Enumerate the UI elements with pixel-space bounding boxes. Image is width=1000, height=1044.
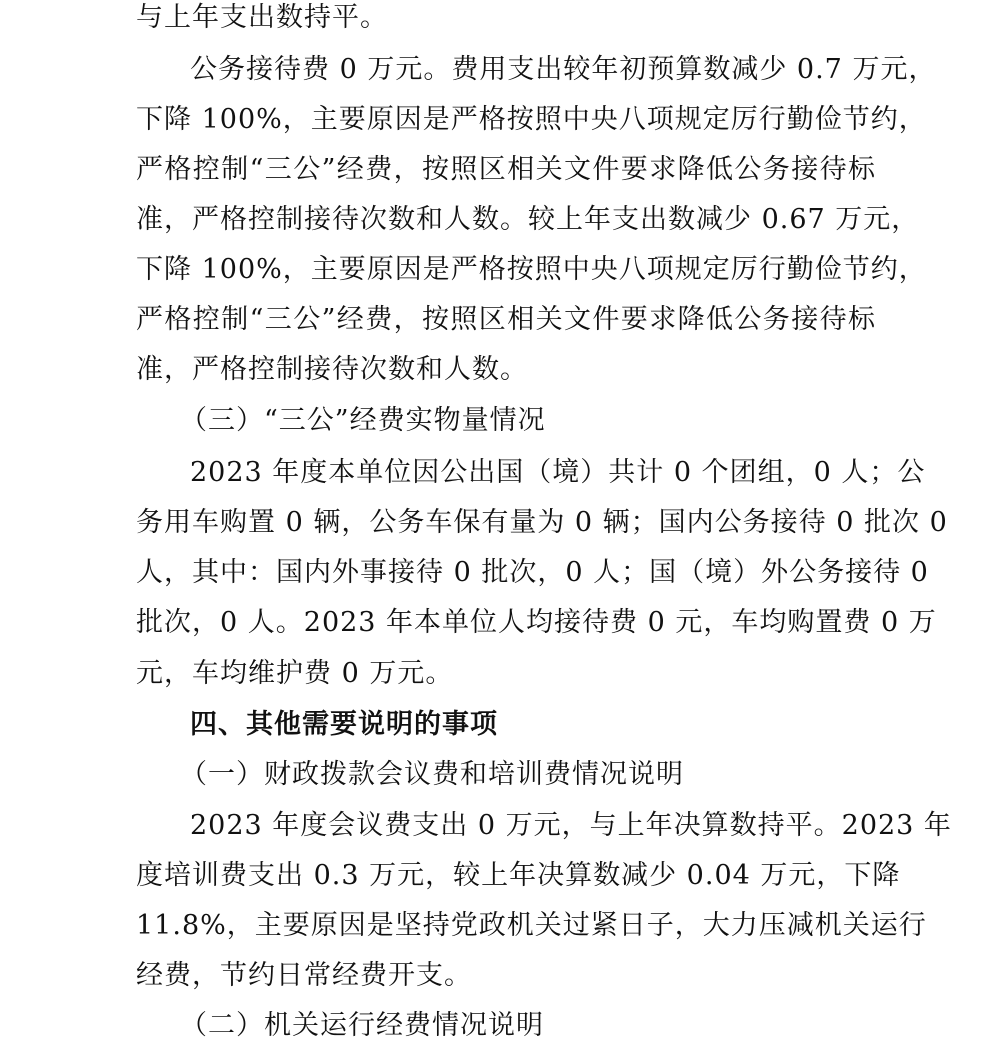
paragraph-line: 务用车购置 0 辆，公务车保有量为 0 辆；国内公务接待 0 批次 0 [136, 507, 948, 538]
paragraph-line: 批次，0 人。2023 年本单位人均接待费 0 元，车均购置费 0 万 [136, 607, 937, 638]
section-heading: 四、其他需要说明的事项 [190, 709, 498, 740]
paragraph-line: 严格控制“三公”经费，按照区相关文件要求降低公务接待标 [136, 304, 876, 335]
paragraph-line: 11.8%，主要原因是坚持党政机关过紧日子，大力压减机关运行 [136, 910, 927, 941]
paragraph-line: 度培训费支出 0.3 万元，较上年决算数减少 0.04 万元，下降 [136, 860, 901, 891]
paragraph-line: 下降 100%，主要原因是严格按照中央八项规定厉行勤俭节约， [136, 254, 927, 285]
subsection-heading: （二）机关运行经费情况说明 [180, 1010, 544, 1041]
paragraph-line: 人，其中：国内外事接待 0 批次，0 人；国（境）外公务接待 0 [136, 557, 929, 588]
paragraph-line: 公务接待费 0 万元。费用支出较年初预算数减少 0.7 万元， [190, 54, 937, 85]
subsection-heading: （三）“三公”经费实物量情况 [180, 405, 546, 436]
paragraph-line: 准，严格控制接待次数和人数。较上年支出数减少 0.67 万元， [136, 204, 920, 235]
paragraph-line: 2023 年度本单位因公出国（境）共计 0 个团组，0 人；公 [190, 457, 926, 488]
subsection-heading: （一）财政拨款会议费和培训费情况说明 [180, 759, 684, 790]
paragraph-line: 2023 年度会议费支出 0 万元，与上年决算数持平。2023 年 [190, 810, 952, 841]
paragraph-line: 准，严格控制接待次数和人数。 [136, 354, 528, 385]
paragraph-line: 经费，节约日常经费开支。 [136, 960, 472, 991]
paragraph-line: 严格控制“三公”经费，按照区相关文件要求降低公务接待标 [136, 154, 876, 185]
paragraph-line: 元，车均维护费 0 万元。 [136, 658, 454, 689]
paragraph-line: 下降 100%，主要原因是严格按照中央八项规定厉行勤俭节约， [136, 104, 927, 135]
paragraph-line: 与上年支出数持平。 [136, 2, 388, 33]
